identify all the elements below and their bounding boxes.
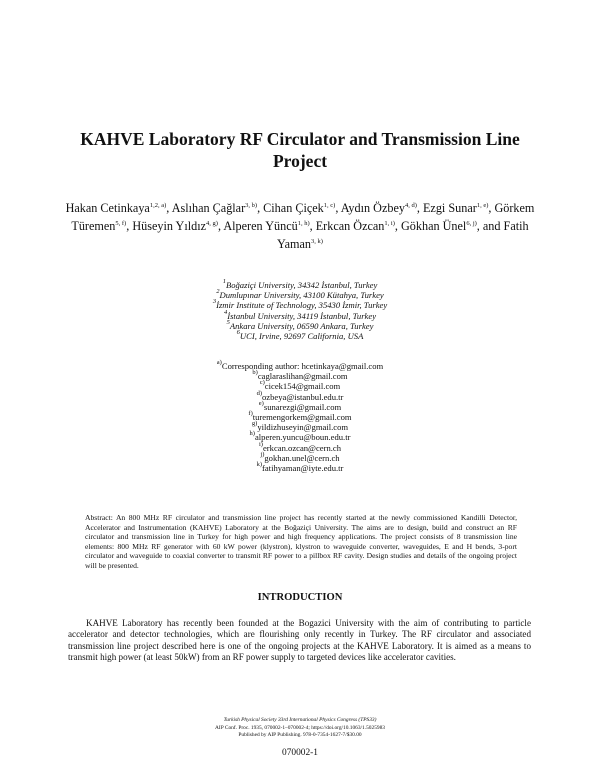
author-list — [58, 199, 542, 253]
email-address: fatihyaman@iyte.edu.tr — [262, 463, 344, 474]
author-separator: , — [166, 201, 172, 215]
email-line — [100, 381, 500, 391]
email-line — [100, 412, 500, 422]
affiliation-line — [100, 280, 500, 290]
email-line — [100, 450, 500, 463]
page-number: 070002-1 — [282, 748, 318, 758]
author-separator: , and — [476, 219, 504, 233]
email-address: caglaraslihan@gmail.com — [257, 371, 348, 382]
affiliation-line — [100, 308, 500, 321]
affiliation-text: UCI, Irvine, 92697 California, USA — [239, 331, 364, 342]
email-mark: c) — [259, 379, 265, 387]
email-mark: a) — [216, 359, 222, 366]
author-name: Erkcan Özcan — [315, 219, 385, 233]
author-separator: , — [488, 201, 495, 215]
affiliation-mark: 2 — [216, 288, 220, 296]
author-affiliation-mark: 1, h) — [297, 220, 310, 227]
affiliation-text: Boğaziçi University, 34342 İstanbul, Turkey — [225, 280, 378, 290]
email-address: yildizhuseyin@gmail.com — [257, 422, 349, 433]
author-name: Fatih Yaman — [277, 219, 529, 251]
page-footer — [60, 717, 540, 740]
affiliation-mark: 4 — [223, 308, 228, 316]
author-affiliation-mark: 1, e) — [476, 202, 489, 209]
author-name: Alperen Yüncü — [223, 219, 298, 233]
affiliation-text: İstanbul University, 34119 İstanbul, Turkey — [227, 310, 377, 321]
author-affiliation-mark: 1,2, a) — [149, 202, 167, 209]
author-separator: , — [416, 201, 423, 215]
email-line — [100, 440, 500, 453]
email-address: turemengorkem@gmail.com — [252, 412, 352, 423]
affiliation-text: Ankara University, 06590 Ankara, Turkey — [229, 320, 374, 331]
affiliation-mark: 1 — [222, 278, 226, 285]
email-mark: j) — [260, 450, 265, 458]
affiliation-mark: 3 — [212, 298, 217, 306]
author-separator: , — [394, 219, 401, 233]
author-separator: , — [335, 201, 341, 215]
author-affiliation-mark: 6, j) — [466, 220, 477, 227]
author-separator: , — [217, 219, 224, 233]
author-name: Hakan Cetinkaya — [65, 201, 150, 215]
affiliation-mark: 5 — [226, 318, 230, 326]
section-heading-introduction: INTRODUCTION — [257, 592, 343, 603]
affiliation-text: Dumlupınar University, 43100 Kütahya, Turkey — [219, 290, 384, 301]
email-mark: d) — [256, 389, 262, 397]
affiliation-mark: 6 — [236, 329, 240, 337]
email-address: erkcan.ozcan@cern.ch — [262, 442, 342, 453]
email-line — [100, 463, 500, 473]
author-name: Ezgi Sunar — [422, 201, 477, 215]
affiliation-line — [100, 300, 500, 310]
author-affiliation-mark: 5, f) — [115, 220, 127, 227]
email-line — [100, 361, 500, 371]
email-mark: f) — [248, 410, 253, 418]
author-name: Hüseyin Yıldız — [132, 219, 207, 233]
email-address: Corresponding author: hcetinkaya@gmail.com — [221, 361, 384, 371]
author-affiliation-mark: 3, k) — [311, 238, 323, 245]
footer-conference: Turkish Physical Society 33rd International Physics Congress (TPS33) — [223, 717, 377, 723]
email-address: cicek154@gmail.com — [264, 381, 341, 392]
affiliation-line — [100, 318, 500, 331]
author-name: Aydın Özbey — [340, 201, 405, 215]
email-line — [100, 432, 500, 442]
email-address: gokhan.unel@cern.ch — [264, 452, 340, 463]
author-name: Aslıhan Çağlar — [171, 201, 246, 215]
email-mark: i) — [258, 440, 263, 448]
author-name: Gökhan Ünel — [400, 219, 467, 233]
email-line — [100, 371, 500, 381]
email-address: alperen.yuncu@boun.edu.tr — [254, 432, 351, 443]
author-affiliation-mark: 3, b) — [245, 202, 258, 209]
email-address: sunarezgi@gmail.com — [263, 401, 342, 412]
email-mark: h) — [249, 430, 255, 438]
author-affiliation-mark: 1, i) — [384, 220, 395, 227]
email-line — [100, 389, 500, 402]
author-separator: , — [309, 219, 316, 233]
footer-citation: AIP Conf. Proc. 1935, 070002-1–070002-4; https://doi.org/10.1063/1.5025983 — [215, 724, 385, 731]
affiliation-text: İzmir Institute of Technology, 35430 İzmir, Turkey — [216, 300, 388, 311]
author-emails — [100, 361, 500, 473]
abstract: Abstract: An 800 MHz RF circulator and transmission line project has recently started at the newly commissioned Kandilli Detector, Accelerator and Instrumentation (KAHVE) Laboratory at the Boğaziçi University. The aims are to design, build and construct an RF circulator and transmission line in Turkey for high power and high frequency applications. The project consists of 8 transmission line elements: 800 MHz RF generator with 60 kW power (klystron), klystron to waveguide converter, waveguides, E and H bends, 3-port circulator and waveguide to coaxial converter to transmit RF power to a pillbox RF cavity. Design studies and details of the ongoing project will be presented. — [85, 513, 517, 570]
author-separator: , — [126, 219, 133, 233]
email-mark: k) — [256, 461, 262, 469]
affiliation-line — [100, 290, 500, 300]
author-affiliation-mark: 1, c) — [323, 202, 336, 209]
email-address: ozbeya@istanbul.edu.tr — [262, 391, 344, 402]
email-mark: g) — [251, 420, 258, 428]
author-name: Görkem Türemen — [71, 201, 535, 233]
email-line — [100, 422, 500, 432]
email-line — [100, 399, 500, 412]
author-affiliation-mark: 4, g) — [206, 220, 218, 227]
affiliations — [100, 280, 500, 341]
email-mark: e) — [258, 399, 264, 407]
author-name: Cihan Çiçek — [263, 201, 324, 215]
paper-title: KAHVE Laboratory RF Circulator and Transmission Line Project — [80, 129, 520, 171]
affiliation-line — [100, 331, 500, 341]
introduction-paragraph: KAHVE Laboratory has recently been founded at the Bogazici University with the aim of contributing to particle accelerator and detector technologies, which are flourishing only recently in Turkey. The RF circulator and associated transmission line project described here is one of the ongoing projects at the KAHVE Laboratory. It is aimed as a means to transmit high power (at least 50kW) from an RF power supply to targeted devices like accelerator cavities. — [68, 618, 531, 663]
author-affiliation-mark: 4, d) — [404, 202, 417, 209]
email-mark: b) — [252, 369, 258, 377]
author-separator: , — [257, 201, 264, 215]
footer-publisher: Published by AIP Publishing. 978-0-7354-1627-7/$30.00 — [238, 732, 362, 739]
